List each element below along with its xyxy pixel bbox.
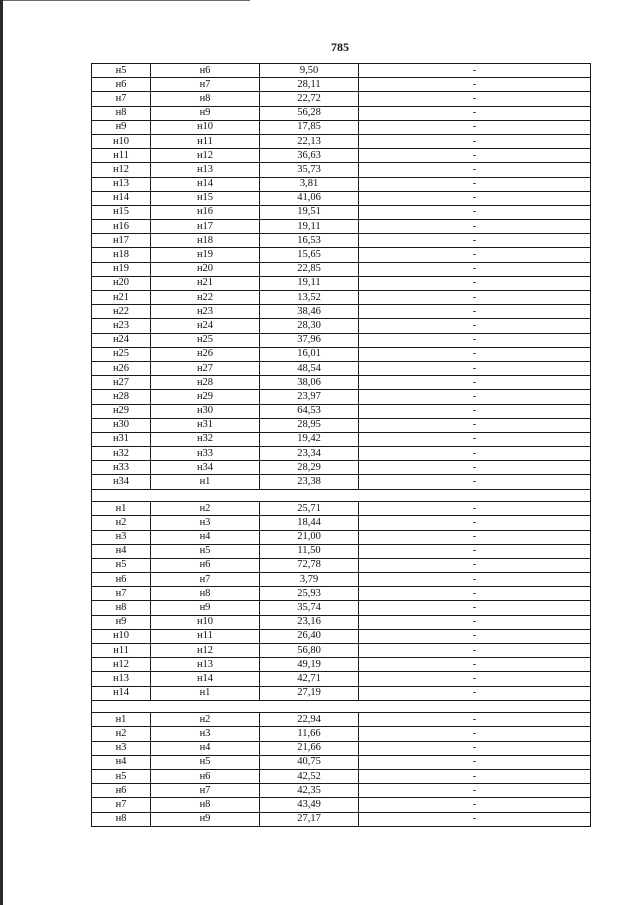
table-row [92,601,591,615]
table-row [92,544,591,558]
description-cell: - [359,812,591,826]
scan-left-edge [0,0,3,905]
from-point-cell: н2 [92,727,151,741]
description-cell: - [359,798,591,812]
description-cell: - [359,432,591,446]
description-cell: - [359,629,591,643]
table-row [92,784,591,798]
length-cell: 23,16 [260,615,359,629]
table-row [92,248,591,262]
table-row [92,262,591,276]
from-point-cell: н8 [92,106,151,120]
length-cell: 27,17 [260,812,359,826]
table-row [92,573,591,587]
to-point-cell: н34 [151,461,260,475]
from-point-cell: н5 [92,770,151,784]
to-point-cell: н7 [151,573,260,587]
length-cell: 28,11 [260,78,359,92]
to-point-cell: н8 [151,798,260,812]
table-row [92,305,591,319]
to-point-cell: н5 [151,755,260,769]
description-cell: - [359,461,591,475]
to-point-cell: н33 [151,447,260,461]
to-point-cell: н1 [151,686,260,700]
description-cell: - [359,390,591,404]
table-row [92,658,591,672]
table-row [92,629,591,643]
to-point-cell: н2 [151,502,260,516]
to-point-cell: н31 [151,418,260,432]
to-point-cell: н23 [151,305,260,319]
description-cell: - [359,276,591,290]
to-point-cell: н16 [151,205,260,219]
from-point-cell: н8 [92,601,151,615]
length-cell: 15,65 [260,248,359,262]
table-row [92,615,591,629]
length-cell: 9,50 [260,64,359,78]
table-row [92,432,591,446]
table-row [92,461,591,475]
to-point-cell: н26 [151,347,260,361]
from-point-cell: н16 [92,220,151,234]
table-row [92,770,591,784]
description-cell: - [359,120,591,134]
description-cell: - [359,92,591,106]
table-body [92,64,591,827]
table-row [92,177,591,191]
table-row [92,163,591,177]
from-point-cell: н10 [92,134,151,148]
from-point-cell: н23 [92,319,151,333]
table-row [92,558,591,572]
from-point-cell: н11 [92,149,151,163]
to-point-cell: н9 [151,812,260,826]
description-cell: - [359,587,591,601]
table-row [92,205,591,219]
length-cell: 16,01 [260,347,359,361]
length-cell: 27,19 [260,686,359,700]
from-point-cell: н22 [92,305,151,319]
table-row [92,319,591,333]
length-cell: 3,79 [260,573,359,587]
to-point-cell: н13 [151,658,260,672]
from-point-cell: н26 [92,361,151,375]
description-cell: - [359,106,591,120]
table-row [92,727,591,741]
length-cell: 28,29 [260,461,359,475]
table-row [92,812,591,826]
to-point-cell: н4 [151,530,260,544]
to-point-cell: н13 [151,163,260,177]
from-point-cell: н30 [92,418,151,432]
description-cell: - [359,262,591,276]
to-point-cell: н6 [151,770,260,784]
length-cell: 56,28 [260,106,359,120]
description-cell: - [359,404,591,418]
description-cell: - [359,516,591,530]
length-cell: 42,52 [260,770,359,784]
to-point-cell: н12 [151,644,260,658]
description-cell: - [359,234,591,248]
length-cell: 42,71 [260,672,359,686]
to-point-cell: н20 [151,262,260,276]
table-row [92,530,591,544]
description-cell: - [359,475,591,489]
description-cell: - [359,601,591,615]
length-cell: 16,53 [260,234,359,248]
length-cell: 22,94 [260,713,359,727]
description-cell: - [359,573,591,587]
to-point-cell: н24 [151,319,260,333]
to-point-cell: н29 [151,390,260,404]
to-point-cell: н19 [151,248,260,262]
from-point-cell: н13 [92,177,151,191]
table-row [92,92,591,106]
description-cell: - [359,376,591,390]
table-row [92,516,591,530]
description-cell: - [359,64,591,78]
length-cell: 19,42 [260,432,359,446]
to-point-cell: н30 [151,404,260,418]
from-point-cell: н19 [92,262,151,276]
page-number: 785 [331,40,349,54]
to-point-cell: н21 [151,276,260,290]
length-cell: 11,50 [260,544,359,558]
table-row [92,64,591,78]
length-cell: 37,96 [260,333,359,347]
from-point-cell: н6 [92,78,151,92]
table-row [92,376,591,390]
from-point-cell: н1 [92,713,151,727]
from-point-cell: н6 [92,573,151,587]
description-cell: - [359,291,591,305]
from-point-cell: н8 [92,812,151,826]
description-cell: - [359,686,591,700]
from-point-cell: н4 [92,544,151,558]
length-cell: 41,06 [260,191,359,205]
from-point-cell: н27 [92,376,151,390]
length-cell: 38,46 [260,305,359,319]
from-point-cell: н12 [92,163,151,177]
from-point-cell: н20 [92,276,151,290]
length-cell: 23,38 [260,475,359,489]
table-row [92,234,591,248]
description-cell: - [359,78,591,92]
from-point-cell: н14 [92,191,151,205]
to-point-cell: н8 [151,92,260,106]
length-cell: 18,44 [260,516,359,530]
description-cell: - [359,658,591,672]
table-row [92,418,591,432]
length-cell: 35,73 [260,163,359,177]
length-cell: 49,19 [260,658,359,672]
length-cell: 26,40 [260,629,359,643]
description-cell: - [359,644,591,658]
description-cell: - [359,361,591,375]
length-cell: 40,75 [260,755,359,769]
length-cell: 19,11 [260,276,359,290]
to-point-cell: н1 [151,475,260,489]
from-point-cell: н13 [92,672,151,686]
table-row [92,713,591,727]
to-point-cell: н22 [151,291,260,305]
table-row [92,220,591,234]
table-row [92,347,591,361]
description-cell: - [359,713,591,727]
to-point-cell: н6 [151,558,260,572]
table-row [92,502,591,516]
length-cell: 28,95 [260,418,359,432]
to-point-cell: н28 [151,376,260,390]
section-separator-row [92,700,591,713]
length-cell: 36,63 [260,149,359,163]
description-cell: - [359,755,591,769]
description-cell: - [359,770,591,784]
from-point-cell: н11 [92,644,151,658]
to-point-cell: н3 [151,727,260,741]
table-row [92,78,591,92]
description-cell: - [359,149,591,163]
from-point-cell: н32 [92,447,151,461]
from-point-cell: н17 [92,234,151,248]
table-row [92,120,591,134]
length-cell: 25,93 [260,587,359,601]
table-row [92,587,591,601]
to-point-cell: н4 [151,741,260,755]
description-cell: - [359,502,591,516]
length-cell: 42,35 [260,784,359,798]
table-row [92,475,591,489]
from-point-cell: н3 [92,530,151,544]
description-cell: - [359,220,591,234]
from-point-cell: н18 [92,248,151,262]
to-point-cell: н9 [151,106,260,120]
description-cell: - [359,134,591,148]
from-point-cell: н33 [92,461,151,475]
from-point-cell: н15 [92,205,151,219]
description-cell: - [359,544,591,558]
from-point-cell: н3 [92,741,151,755]
from-point-cell: н9 [92,615,151,629]
table-row [92,134,591,148]
to-point-cell: н25 [151,333,260,347]
length-cell: 64,53 [260,404,359,418]
description-cell: - [359,741,591,755]
description-cell: - [359,333,591,347]
table-row [92,191,591,205]
from-point-cell: н7 [92,587,151,601]
description-cell: - [359,727,591,741]
description-cell: - [359,784,591,798]
length-cell: 11,66 [260,727,359,741]
description-cell: - [359,615,591,629]
table-row [92,390,591,404]
to-point-cell: н10 [151,615,260,629]
description-cell: - [359,530,591,544]
table-row [92,404,591,418]
description-cell: - [359,558,591,572]
to-point-cell: н2 [151,713,260,727]
length-cell: 72,78 [260,558,359,572]
description-cell: - [359,191,591,205]
table-row [92,798,591,812]
to-point-cell: н11 [151,134,260,148]
to-point-cell: н9 [151,601,260,615]
length-cell: 22,85 [260,262,359,276]
to-point-cell: н11 [151,629,260,643]
table-row [92,447,591,461]
scan-top-edge [0,0,250,1]
from-point-cell: н1 [92,502,151,516]
description-cell: - [359,163,591,177]
table-row [92,149,591,163]
length-cell: 28,30 [260,319,359,333]
to-point-cell: н14 [151,177,260,191]
table-row [92,361,591,375]
length-cell: 23,97 [260,390,359,404]
to-point-cell: н3 [151,516,260,530]
table-row [92,333,591,347]
from-point-cell: н6 [92,784,151,798]
to-point-cell: н5 [151,544,260,558]
description-cell: - [359,177,591,191]
from-point-cell: н12 [92,658,151,672]
to-point-cell: н6 [151,64,260,78]
length-cell: 56,80 [260,644,359,658]
to-point-cell: н8 [151,587,260,601]
to-point-cell: н32 [151,432,260,446]
to-point-cell: н17 [151,220,260,234]
from-point-cell: н28 [92,390,151,404]
from-point-cell: н10 [92,629,151,643]
from-point-cell: н14 [92,686,151,700]
from-point-cell: н34 [92,475,151,489]
description-cell: - [359,248,591,262]
description-cell: - [359,305,591,319]
table-row [92,106,591,120]
section-separator-row [92,489,591,502]
description-cell: - [359,319,591,333]
table-row [92,755,591,769]
boundary-segments-table [91,63,591,827]
table-row [92,686,591,700]
length-cell: 25,71 [260,502,359,516]
description-cell: - [359,447,591,461]
from-point-cell: н21 [92,291,151,305]
length-cell: 13,52 [260,291,359,305]
to-point-cell: н7 [151,784,260,798]
table-row [92,644,591,658]
section-separator-cell [92,489,591,502]
length-cell: 22,72 [260,92,359,106]
from-point-cell: н25 [92,347,151,361]
length-cell: 38,06 [260,376,359,390]
from-point-cell: н5 [92,64,151,78]
table-row [92,741,591,755]
to-point-cell: н7 [151,78,260,92]
from-point-cell: н5 [92,558,151,572]
length-cell: 3,81 [260,177,359,191]
from-point-cell: н4 [92,755,151,769]
description-cell: - [359,418,591,432]
length-cell: 23,34 [260,447,359,461]
table-row [92,276,591,290]
description-cell: - [359,672,591,686]
length-cell: 19,11 [260,220,359,234]
from-point-cell: н9 [92,120,151,134]
from-point-cell: н7 [92,798,151,812]
length-cell: 22,13 [260,134,359,148]
from-point-cell: н29 [92,404,151,418]
to-point-cell: н10 [151,120,260,134]
from-point-cell: н24 [92,333,151,347]
description-cell: - [359,205,591,219]
to-point-cell: н14 [151,672,260,686]
from-point-cell: н2 [92,516,151,530]
to-point-cell: н12 [151,149,260,163]
to-point-cell: н15 [151,191,260,205]
section-separator-cell [92,700,591,713]
table-row [92,672,591,686]
length-cell: 21,00 [260,530,359,544]
length-cell: 19,51 [260,205,359,219]
to-point-cell: н27 [151,361,260,375]
length-cell: 21,66 [260,741,359,755]
length-cell: 43,49 [260,798,359,812]
description-cell: - [359,347,591,361]
length-cell: 17,85 [260,120,359,134]
length-cell: 48,54 [260,361,359,375]
from-point-cell: н7 [92,92,151,106]
length-cell: 35,74 [260,601,359,615]
table-row [92,291,591,305]
from-point-cell: н31 [92,432,151,446]
to-point-cell: н18 [151,234,260,248]
